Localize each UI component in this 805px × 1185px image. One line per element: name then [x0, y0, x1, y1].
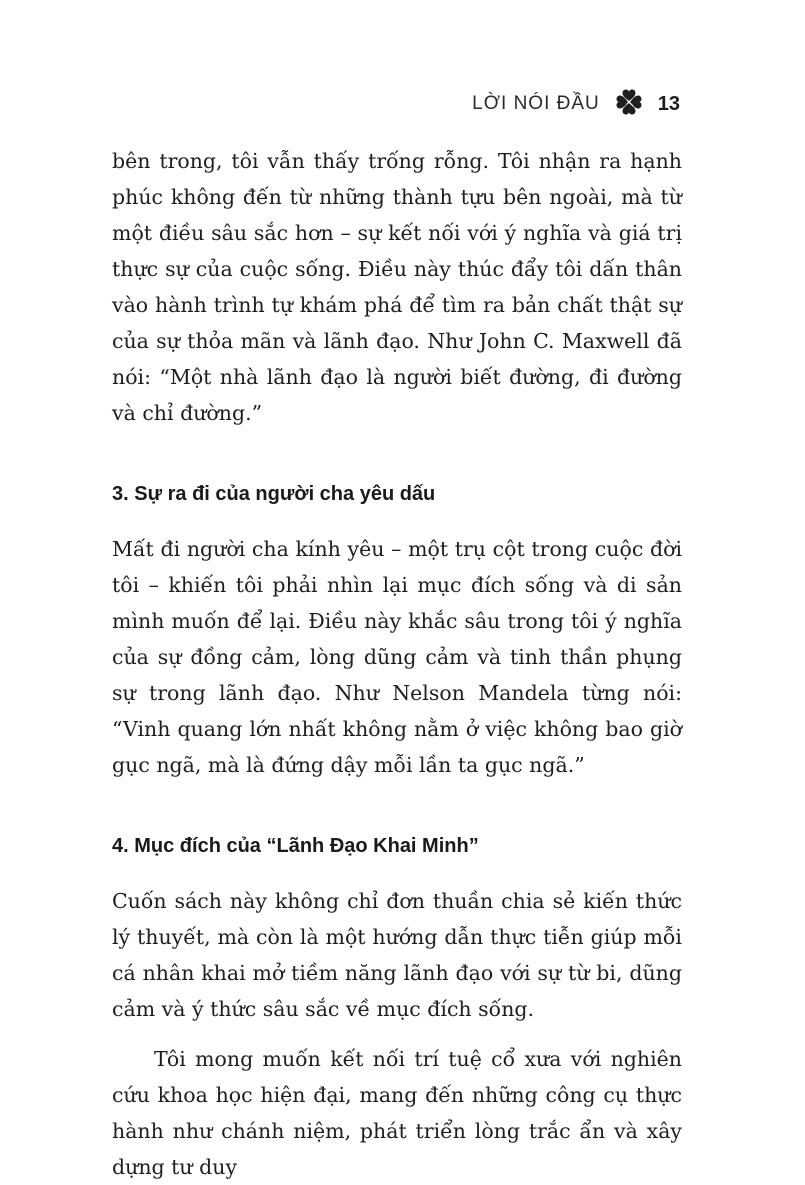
- page-number: 13: [657, 92, 680, 115]
- section-4-paragraph-1: Cuốn sách này không chỉ đơn thuần chia sẻ kiến thức lý thuyết, mà còn là một hướng dẫn thực tiễn giúp mỗi cá nhân khai mở tiềm năng lãnh đạo với sự từ bi, dũng cảm và ý thức sâu sắc về mục đích sống.: [112, 889, 682, 1021]
- running-header: [472, 86, 680, 122]
- intro-paragraph: bên trong, tôi vẫn thấy trống rỗng. Tôi nhận ra hạnh phúc không đến từ những thành tựu bên ngoài, mà từ một điều sâu sắc hơn – sự kết nối với ý nghĩa và giá trị thực sự của cuộc sống. Điều này thúc đẩy tôi dấn thân vào hành trình tự khám phá để tìm ra bản chất thật sự của sự thỏa mãn và lãnh đạo. Như John C. Maxwell đã nói: “Một nhà lãnh đạo là người biết đường, đi đường và chỉ đường.”: [112, 149, 682, 425]
- section-4-paragraph-2: Tôi mong muốn kết nối trí tuệ cổ xưa với nghiên cứu khoa học hiện đại, mang đến những công cụ thực hành như chánh niệm, phát triển lòng trắc ẩn và xây dựng tư duy: [112, 1047, 682, 1179]
- chapter-title: LỜI NÓI ĐẦU: [472, 93, 600, 114]
- section-4-heading: 4. Mục đích của “Lãnh Đạo Khai Minh”: [112, 835, 479, 857]
- section-3-paragraph: Mất đi người cha kính yêu – một trụ cột trong cuộc đời tôi – khiến tôi phải nhìn lại mục đích sống và di sản mình muốn để lại. Điều này khắc sâu trong tôi ý nghĩa của sự đồng cảm, lòng dũng cảm và tinh thần phụng sự trong lãnh đạo. Như Nelson Mandela từng nói: “Vinh quang lớn nhất không nằm ở việc không bao giờ gục ngã, mà là đứng dậy mỗi lần ta gục ngã.”: [112, 537, 682, 777]
- page-body: [112, 143, 682, 1185]
- clover-icon: [614, 87, 658, 122]
- section-3-heading: 3. Sự ra đi của người cha yêu dấu: [112, 483, 436, 505]
